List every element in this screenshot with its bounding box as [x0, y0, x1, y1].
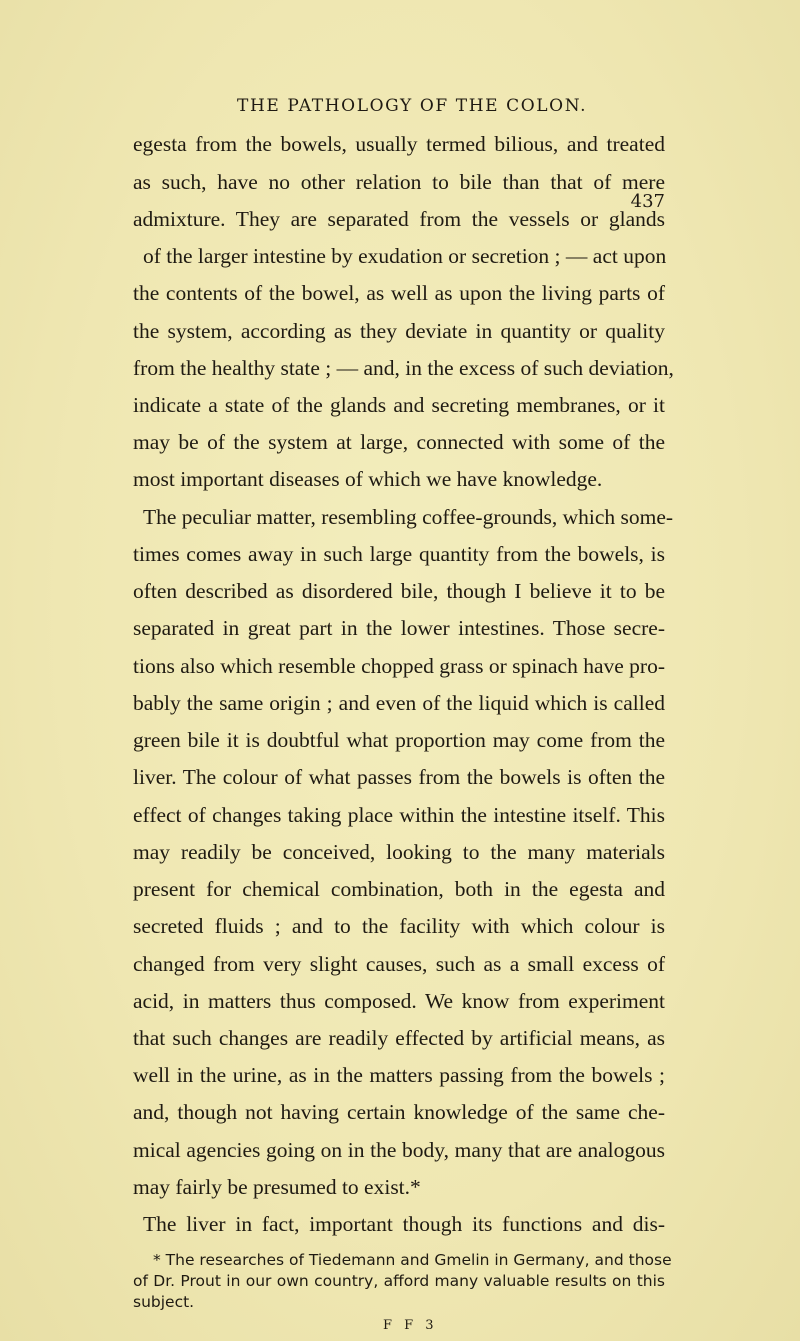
text-line: effect of changes taking place within the intestine itself. This — [133, 802, 665, 827]
text-line: may readily be conceived, looking to the many materials — [133, 839, 665, 864]
text-line: green bile it is doubtful what proportion may come from the — [133, 728, 665, 753]
text-line: as such, have no other relation to bile than that of mere — [133, 169, 665, 194]
text-line: secreted fluids ; and to the facility with which colour is — [133, 914, 665, 939]
text-line: times comes away in such large quantity from the bowels, is — [133, 541, 665, 566]
text-line: and, though not having certain knowledge of the same che- — [133, 1100, 665, 1125]
text-line: the system, according as they deviate in quantity or quality — [133, 318, 665, 343]
text-line: tions also which resemble chopped grass or spinach have pro- — [133, 653, 665, 678]
text-line: that such changes are readily effected by artificial means, as — [133, 1026, 665, 1050]
page-number: 437 — [630, 191, 665, 212]
text-line: mical agencies going on in the body, many that are analogous — [133, 1137, 665, 1162]
text-line: often described as disordered bile, though I believe it to be — [133, 579, 665, 604]
footnote-line: * The researches of Tiedemann and Gmelin in Germany, and those — [153, 1251, 672, 1269]
running-title: THE PATHOLOGY OF THE COLON. — [237, 96, 588, 116]
text-line: The peculiar matter, resembling coffee-grounds, which some- — [143, 504, 674, 529]
signature-mark: F F 3 — [383, 1318, 438, 1333]
text-line: may fairly be presumed to exist.* — [133, 1174, 421, 1199]
text-line: The liver in fact, important though its functions and dis- — [143, 1212, 665, 1237]
text-line: well in the urine, as in the matters passing from the bowels ; — [133, 1063, 665, 1088]
text-line: admixture. They are separated from the vessels or glands — [133, 206, 665, 231]
footnote-line: subject. — [133, 1293, 195, 1311]
text-line: separated in great part in the lower intestines. Those secre- — [133, 616, 665, 641]
text-line: egesta from the bowels, usually termed bilious, and treated — [133, 132, 665, 157]
text-line: most important diseases of which we have knowledge. — [133, 467, 603, 492]
text-line: bably the same origin ; and even of the liquid which is called — [133, 690, 665, 715]
text-line: liver. The colour of what passes from the bowels is often the — [133, 765, 665, 790]
text-line: present for chemical combination, both in the egesta and — [133, 877, 665, 902]
text-line: indicate a state of the glands and secreting membranes, or it — [133, 393, 665, 418]
body-text — [133, 126, 674, 1243]
text-line: of the larger intestine by exudation or secretion ; — act upon — [143, 244, 667, 269]
footnote — [133, 1250, 672, 1313]
text-line: the contents of the bowel, as well as upon the living parts of — [133, 281, 665, 306]
footnote-line: of Dr. Prout in our own country, afford many valuable results on this — [133, 1272, 665, 1290]
text-line: changed from very slight causes, such as a small excess of — [133, 951, 665, 976]
text-line: may be of the system at large, connected with some of the — [133, 430, 665, 455]
text-line: from the healthy state ; — and, in the excess of such deviation, — [133, 355, 674, 380]
text-line: acid, in matters thus composed. We know from experiment — [133, 988, 665, 1013]
